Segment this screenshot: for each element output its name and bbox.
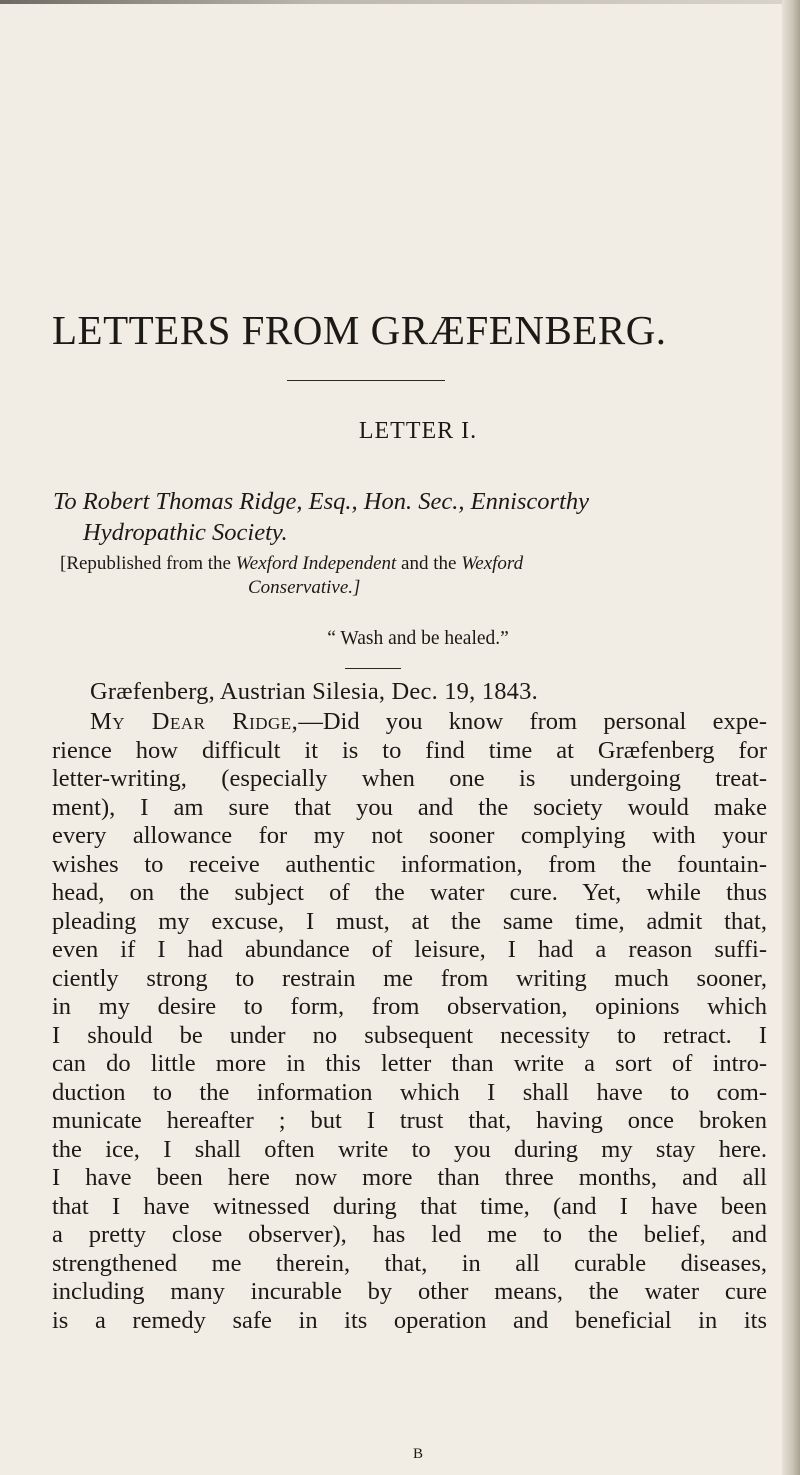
title-rule: [287, 380, 445, 381]
motto-rule: [345, 668, 401, 669]
body-line: every allowance for my not sooner complying with your: [52, 822, 767, 849]
body-line: in my desire to form, from observation, opinions which: [52, 993, 767, 1020]
addressee-line-2: Hydropathic Society.: [83, 519, 288, 546]
body-line: strengthened me therein, that, in all curable diseases,: [52, 1249, 767, 1277]
motto: “ Wash and be healed.”: [327, 628, 509, 649]
body-line: [52, 708, 767, 737]
body-line: can do little more in this letter than write a sort of intro-: [52, 1050, 767, 1077]
body-line: ciently strong to restrain me from writing much sooner,: [52, 964, 767, 992]
letter-heading: LETTER I.: [358, 418, 478, 444]
source-wexford: Wexford: [461, 553, 524, 574]
addressee-line-1: To Robert Thomas Ridge, Esq., Hon. Sec., Enniscorthy: [53, 488, 590, 515]
body-line: rience how difficult it is to find time at Græfenberg for: [52, 736, 767, 764]
republication-mid: and the: [396, 553, 462, 574]
body-line: that I have witnessed during that time, (and I have been: [52, 1192, 767, 1220]
body-line: even if I had abundance of leisure, I had a reason suffi-: [52, 936, 767, 963]
republication-note: [60, 552, 760, 600]
body-line: the ice, I shall often write to you during my stay here.: [52, 1135, 767, 1163]
body-line: pleading my excuse, I must, at the same time, admit that,: [52, 907, 767, 935]
body-line: municate hereafter ; but I trust that, having once broken: [52, 1107, 767, 1134]
body-line: wishes to receive authentic information, from the fountain-: [52, 850, 767, 878]
source-wexford-independent: Wexford Independent: [235, 553, 397, 574]
body-line: letter-writing, (especially when one is undergoing treat-: [52, 765, 767, 792]
body-line: I should be under no subsequent necessity to retract. I: [52, 1021, 767, 1049]
body-line-text: —Did you know from personal expe-: [298, 708, 767, 735]
addressee: [53, 486, 753, 548]
source-conservative: Conservative.]: [248, 577, 361, 598]
signature-mark: B: [412, 1446, 423, 1462]
page-title: LETTERS FROM GRÆFENBERG.: [52, 307, 667, 353]
body-line: head, on the subject of the water cure. Yet, while thus: [52, 879, 767, 906]
republication-prefix: [Republished from the: [60, 553, 236, 574]
page-right-edge: [782, 0, 800, 1475]
body-line: is a remedy safe in its operation and beneficial in its: [52, 1306, 767, 1334]
dateline: Græfenberg, Austrian Silesia, Dec. 19, 1843.: [90, 678, 538, 705]
body-line: duction to the information which I shall have to com-: [52, 1078, 767, 1106]
body-line: a pretty close observer), has led me to the belief, and: [52, 1221, 767, 1248]
body-line: including many incurable by other means, the water cure: [52, 1278, 767, 1305]
body-line: I have been here now more than three months, and all: [52, 1164, 767, 1191]
body-line: ment), I am sure that you and the society would make: [52, 793, 767, 821]
salutation: My Dear Ridge,: [90, 708, 299, 735]
page-top-edge: [0, 0, 800, 4]
letter-body: [52, 708, 767, 1335]
